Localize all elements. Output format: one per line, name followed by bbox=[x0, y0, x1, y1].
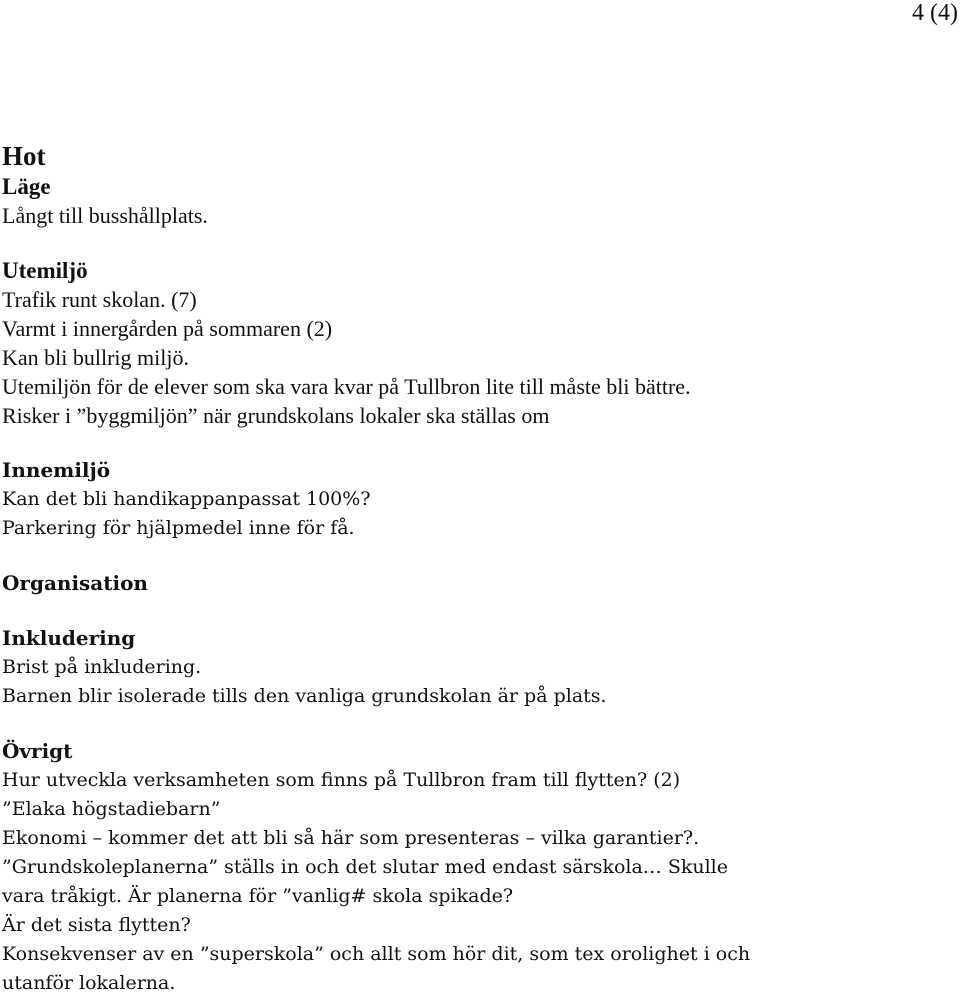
heading-hot: Hot bbox=[2, 141, 46, 171]
spacer bbox=[2, 230, 952, 257]
utemiljo-line: Kan bli bullrig miljö. bbox=[2, 345, 189, 370]
heading-lage: Läge bbox=[2, 174, 51, 199]
heading-organisation: Organisation bbox=[2, 571, 148, 595]
document-body bbox=[2, 139, 952, 998]
ovrigt-line: Är det sista flytten? bbox=[2, 914, 191, 936]
innemiljo-line: Kan det bli handikappanpassat 100%? bbox=[2, 488, 371, 510]
ovrigt-line: Hur utveckla verksamheten som finns på Tullbron fram till flytten? (2) bbox=[2, 769, 681, 791]
spacer bbox=[2, 543, 952, 569]
spacer bbox=[2, 711, 952, 737]
utemiljo-line: Trafik runt skolan. (7) bbox=[2, 287, 197, 312]
utemiljo-line: Risker i ”byggmiljön” när grundskolans lokaler ska ställas om bbox=[2, 403, 550, 428]
innemiljo-line: Parkering för hjälpmedel inne för få. bbox=[2, 517, 355, 539]
utemiljo-line: Varmt i innergården på sommaren (2) bbox=[2, 316, 333, 341]
lage-line: Långt till busshållplats. bbox=[2, 203, 208, 228]
ovrigt-line: ”Grundskoleplanerna” ställs in och det slutar med endast särskola… Skulle bbox=[2, 856, 729, 878]
ovrigt-line: utanför lokalerna. bbox=[2, 972, 176, 994]
heading-inkludering: Inkludering bbox=[2, 626, 136, 650]
ovrigt-line: ”Elaka högstadiebarn” bbox=[2, 798, 221, 820]
ovrigt-line: Konsekvenser av en ”superskola” och allt som hör dit, som tex orolighet i och bbox=[2, 943, 751, 965]
heading-innemiljo: Innemiljö bbox=[2, 458, 111, 482]
page-number: 4 (4) bbox=[912, 0, 958, 26]
inkludering-line: Barnen blir isolerade tills den vanliga grundskolan är på plats. bbox=[2, 685, 607, 707]
heading-ovrigt: Övrigt bbox=[2, 739, 73, 763]
spacer bbox=[2, 430, 952, 456]
heading-utemiljo: Utemiljö bbox=[2, 258, 88, 283]
ovrigt-line: Ekonomi – kommer det att bli så här som presenteras – vilka garantier?. bbox=[2, 827, 700, 849]
ovrigt-line: vara tråkigt. Är planerna för ”vanlig# skola spikade? bbox=[2, 885, 514, 907]
spacer bbox=[2, 598, 952, 624]
utemiljo-line: Utemiljön för de elever som ska vara kvar på Tullbron lite till måste bli bättre. bbox=[2, 374, 691, 399]
inkludering-line: Brist på inkludering. bbox=[2, 656, 202, 678]
